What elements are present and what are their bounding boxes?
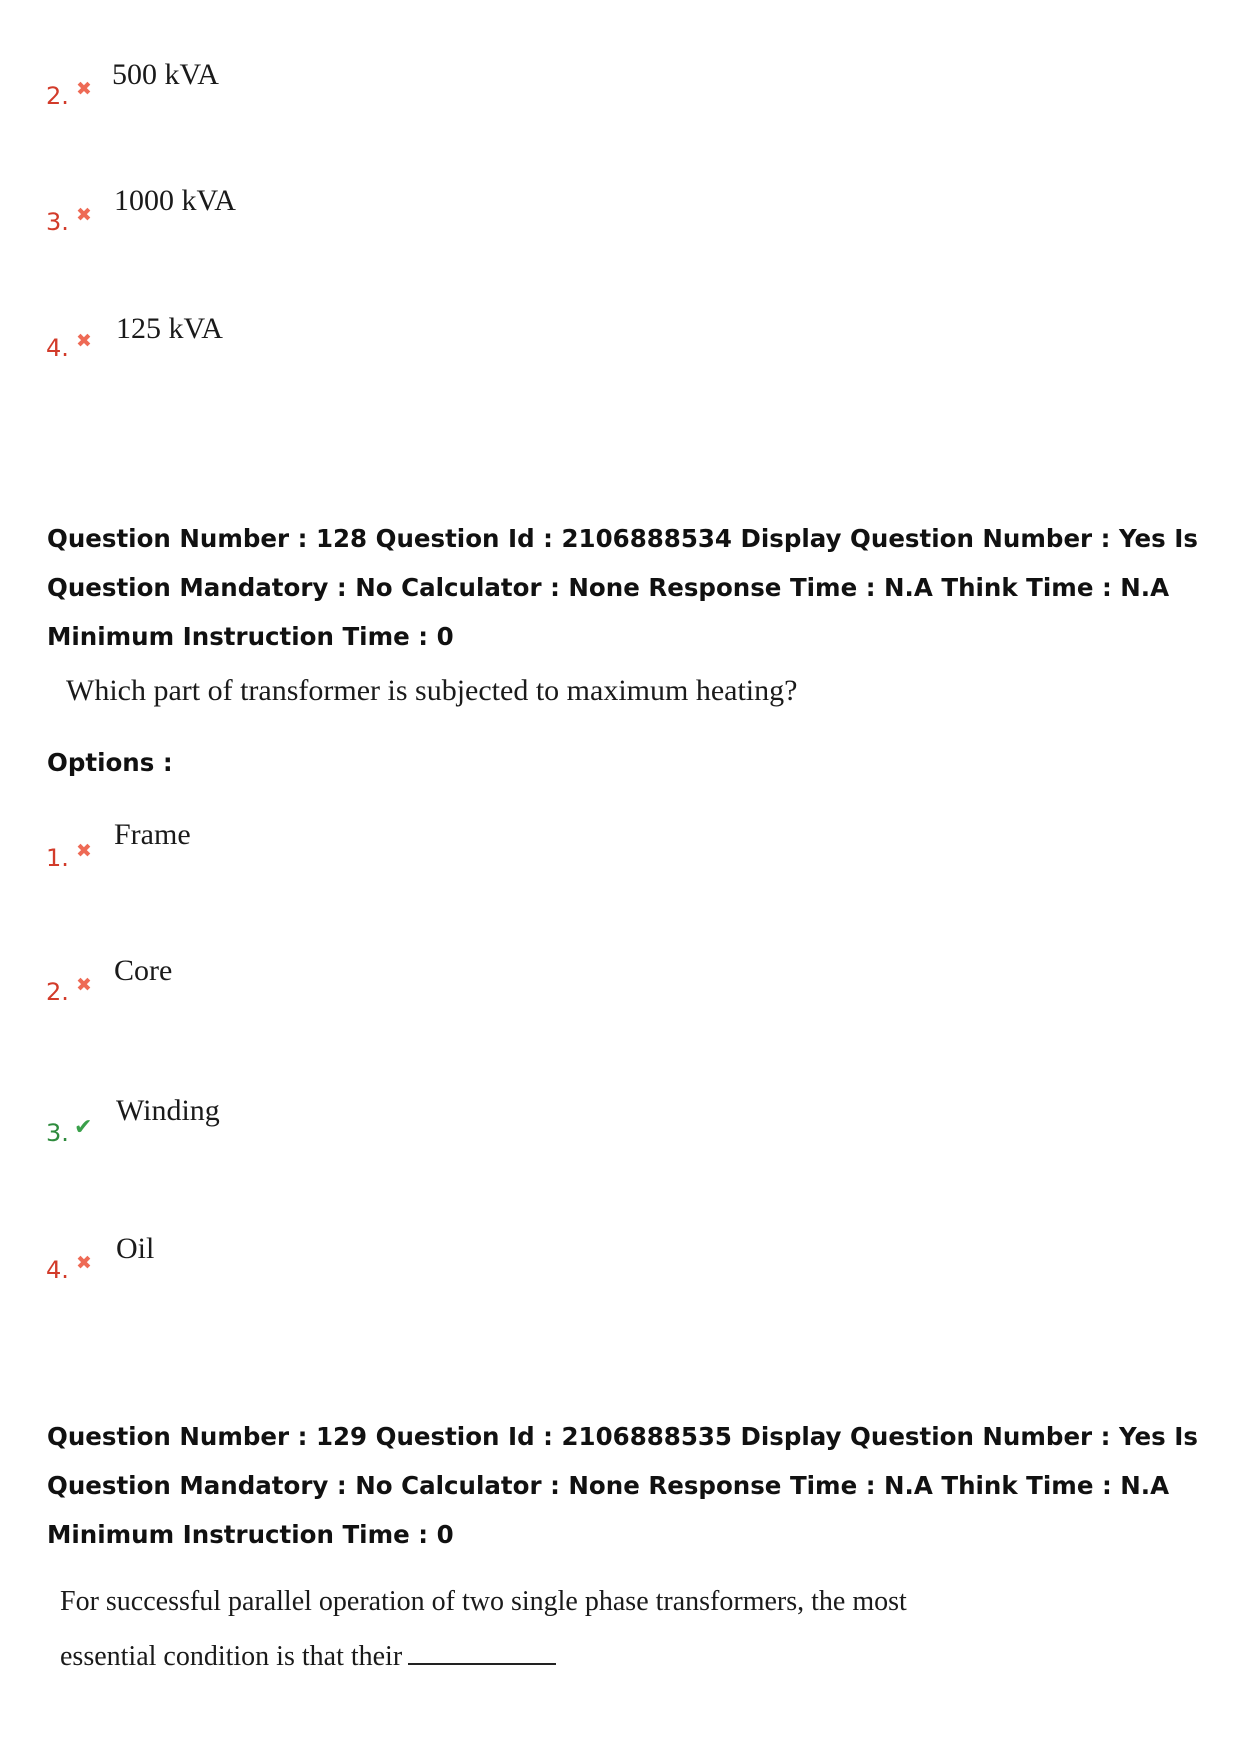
- check-icon: ✔: [74, 1115, 93, 1140]
- cross-icon: ✖: [76, 78, 92, 100]
- options-label: Options :: [47, 748, 173, 777]
- question-text: [60, 1574, 960, 1684]
- question-metadata: Question Number : 129 Question Id : 2106888535 Display Question Number : Yes Is Question Mandatory : No Calculator : None Response Time : N.A Think Time : N.A Minimum Instruction Time : 0: [47, 1422, 1198, 1549]
- cross-icon: ✖: [76, 840, 92, 862]
- cross-icon: ✖: [76, 974, 92, 996]
- option-number: 4.: [46, 1256, 69, 1284]
- option-text: Core: [114, 954, 173, 987]
- question-text-line-2: [60, 1629, 960, 1684]
- question-metadata: Question Number : 128 Question Id : 2106888534 Display Question Number : Yes Is Question Mandatory : No Calculator : None Response Time : N.A Think Time : N.A Minimum Instruction Time : 0: [47, 524, 1198, 651]
- option-text: Winding: [116, 1094, 220, 1127]
- cross-icon: ✖: [76, 330, 92, 352]
- option-number: 3.: [46, 1119, 69, 1147]
- question-text-line: For successful parallel operation of two single phase transformers, the most: [60, 1586, 907, 1617]
- option-number: 2.: [46, 978, 69, 1006]
- cross-icon: ✖: [76, 204, 92, 226]
- question-text: Which part of transformer is subjected to maximum heating?: [66, 674, 798, 707]
- option-number: 3.: [46, 208, 69, 236]
- cross-icon: ✖: [76, 1252, 92, 1274]
- question-text-line: essential condition is that their: [60, 1641, 403, 1672]
- option-text: 1000 kVA: [114, 184, 236, 217]
- option-number: 2.: [46, 82, 69, 110]
- option-text: 500 kVA: [112, 58, 219, 91]
- option-number: 4.: [46, 334, 69, 362]
- option-number: 1.: [46, 844, 69, 872]
- option-text: Oil: [116, 1232, 155, 1265]
- answer-blank: [408, 1641, 556, 1665]
- option-text: Frame: [114, 818, 191, 851]
- option-text: 125 kVA: [116, 312, 223, 345]
